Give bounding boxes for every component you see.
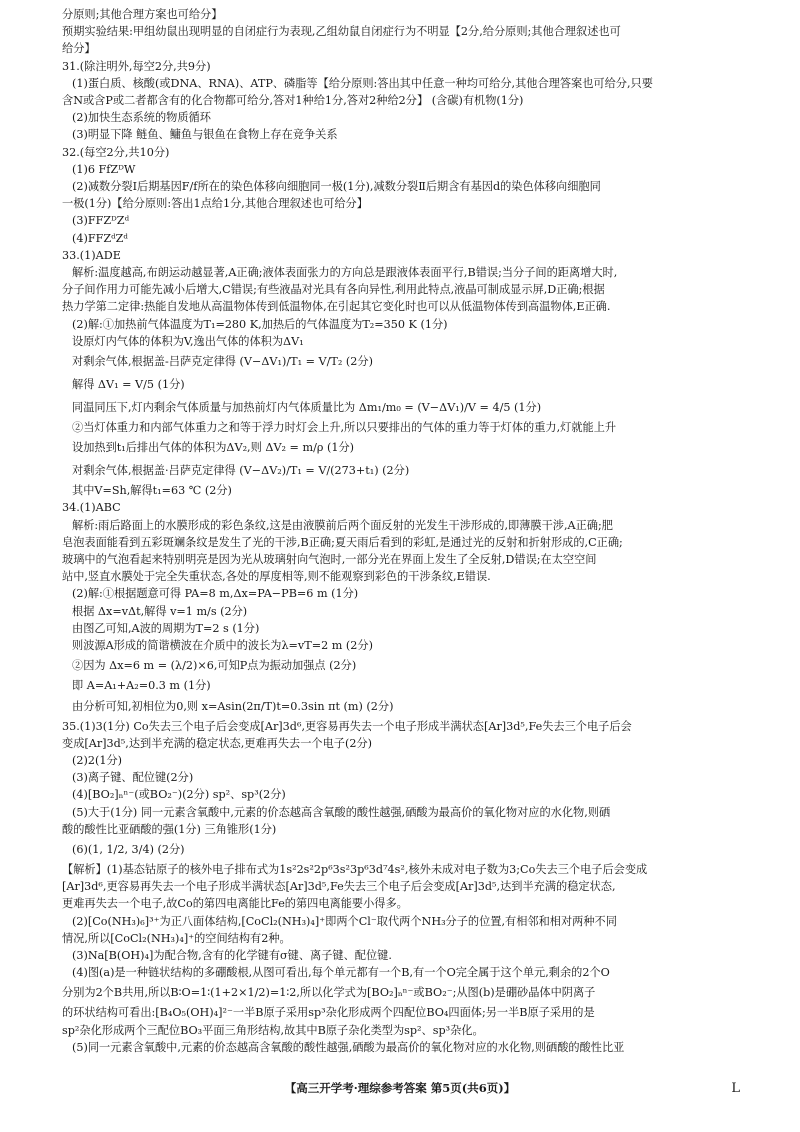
text-line: 同温同压下,灯内剩余气体质量与加热前灯内气体质量比为 Δm₁/m₀ = (V−ΔV₁)/V = 4/5 (1分) bbox=[72, 401, 542, 415]
text-line: ②因为 Δx=6 m = (λ/2)×6,可知P点为振动加强点 (2分) bbox=[72, 659, 357, 673]
text-line: 设加热到t₁后排出气体的体积为ΔV₂,则 ΔV₂ = m/ρ (1分) bbox=[72, 441, 355, 455]
text-line: 【解析】(1)基态钴原子的核外电子排布式为1s²2s²2p⁶3s²3p⁶3d⁷4s²,核外未成对电子数为3;Co失去三个电子后会变成 bbox=[62, 862, 648, 876]
text-line: (1)6 FfZᴰW bbox=[72, 162, 136, 176]
text-line: 35.(1)3(1分) Co失去三个电子后会变成[Ar]3d⁶,更容易再失去一个电子形成半满状态[Ar]3d⁵,Fe失去三个电子后会 bbox=[62, 719, 632, 733]
text-line: 解得 ΔV₁ = V/5 (1分) bbox=[72, 378, 185, 392]
text-line: 31.(除注明外,每空2分,共9分) bbox=[62, 59, 211, 73]
text-line: 设原灯内气体的体积为V,逸出气体的体积为ΔV₁ bbox=[72, 334, 304, 348]
text-line: (2)加快生态系统的物质循环 bbox=[72, 111, 211, 125]
text-line: 的环状结构可看出:[B₄O₅(OH)₄]²⁻一半B原子采用sp³杂化形成两个四配位BO₄四面体;另一半B原子采用的是 bbox=[62, 1006, 595, 1020]
text-line: 分别为2个B共用,所以B∶O=1∶(1+2×1/2)=1∶2,所以化学式为[BO₂]ₙⁿ⁻或BO₂⁻;从图(b)是硼砂晶体中阴离子 bbox=[62, 986, 596, 1000]
text-line: 对剩余气体,根据盖-吕萨克定律得 (V−ΔV₁)/T₁ = V/T₂ (2分) bbox=[72, 355, 373, 369]
text-line: 玻璃中的气泡看起来特别明亮是因为光从玻璃射向气泡时,一部分光在界面上发生了全反射,D错误;在太空空间 bbox=[62, 553, 597, 567]
text-line: 更难再失去一个电子,故Co的第四电离能比Fe的第四电离能要小得多。 bbox=[62, 897, 408, 911]
text-line: 预期实验结果:甲组幼鼠出现明显的自闭症行为表现,乙组幼鼠自闭症行为不明显【2分,给分原则;其他合理叙述也可 bbox=[62, 25, 621, 39]
page-code: L bbox=[731, 1081, 740, 1096]
text-line: ②当灯体重力和内部气体重力之和等于浮力时灯会上升,所以只要排出的气体的重力等于灯体的重力,灯就能上升 bbox=[72, 421, 617, 435]
text-line: 其中V=Sh,解得t₁=63 ℃ (2分) bbox=[72, 484, 232, 498]
text-line: 解析:雨后路面上的水膜形成的彩色条纹,这是由液膜前后两个面反射的光发生干涉形成的,即薄膜干涉,A正确;肥 bbox=[72, 518, 613, 532]
text-line: 情况,所以[CoCl₂(NH₃)₄]⁺的空间结构有2种。 bbox=[62, 931, 291, 945]
text-line: 32.(每空2分,共10分) bbox=[62, 145, 170, 159]
text-line: 分子间作用力可能先减小后增大,C错误;有些液晶对光具有各向异性,利用此特点,液晶可制成显示屏,D正确;根据 bbox=[62, 283, 605, 297]
text-line: (4)FFZᵈZᵈ bbox=[72, 231, 128, 245]
text-line: 由图乙可知,A波的周期为T=2 s (1分) bbox=[72, 621, 260, 635]
text-line: 站中,竖直水膜处于完全失重状态,各处的厚度相等,则不能观察到彩色的干涉条纹,E错误. bbox=[62, 570, 491, 584]
text-line: (4)图(a)是一种链状结构的多硼酸根,从图可看出,每个单元都有一个B,有一个O完全属于这个单元,剩余的2个O bbox=[72, 966, 610, 980]
text-line: (1)蛋白质、核酸(或DNA、RNA)、ATP、磷脂等【给分原则:答出其中任意一种均可给分,其他合理答案也可给分,只要 bbox=[72, 76, 653, 90]
text-line: (3)Na[B(OH)₄]为配合物,含有的化学键有σ键、离子键、配位键. bbox=[72, 948, 392, 962]
text-line: (6)(1, 1/2, 3/4) (2分) bbox=[72, 842, 185, 856]
text-line: 34.(1)ABC bbox=[62, 501, 121, 515]
text-line: (2)2(1分) bbox=[72, 753, 122, 767]
text-line: 热力学第二定律:热能自发地从高温物体传到低温物体,在引起其它变化时也可以从低温物体传到高温物体,E正确. bbox=[62, 300, 611, 314]
text-line: (5)大于(1分) 同一元素含氧酸中,元素的价态越高含氧酸的酸性越强,硒酸为最高价的氧化物对应的水化物,则硒 bbox=[72, 805, 611, 819]
text-line: (2)[Co(NH₃)₆]³⁺为正八面体结构,[CoCl₂(NH₃)₄]⁺即两个Cl⁻取代两个NH₃分子的位置,有相邻和相对两种不同 bbox=[72, 914, 617, 928]
text-line: 则波源A形成的简谐横波在介质中的波长为λ=vT=2 m (2分) bbox=[72, 639, 373, 653]
answer-content bbox=[62, 6, 742, 1056]
text-line: 变成[Ar]3d⁵,达到半充满的稳定状态,更难再失去一个电子(2分) bbox=[62, 736, 373, 750]
text-line: (2)减数分裂Ⅰ后期基因F/f所在的染色体移向细胞同一极(1分),减数分裂Ⅱ后期含有基因d的染色体移向细胞同 bbox=[72, 180, 601, 194]
text-line: 分原则;其他合理方案也可给分】 bbox=[62, 8, 223, 21]
text-line: (2)解:①加热前气体温度为T₁=280 K,加热后的气体温度为T₂=350 K (1分) bbox=[72, 317, 448, 331]
text-line: 对剩余气体,根据盖·吕萨克定律得 (V−ΔV₂)/T₁ = V/(273+t₁) (2分) bbox=[72, 464, 410, 478]
text-line: (5)同一元素含氧酸中,元素的价态越高含氧酸的酸性越强,硒酸为最高价的氧化物对应的水化物,则硒酸的酸性比亚 bbox=[72, 1040, 625, 1054]
text-line: 即 A=A₁+A₂=0.3 m (1分) bbox=[72, 679, 211, 693]
text-line: 皂泡表面能看到五彩斑斓条纹是发生了光的干涉,B正确;夏天雨后看到的彩虹,是通过光的反射和折射形成的,C正确; bbox=[62, 535, 623, 549]
text-line: 由分析可知,初相位为0,则 x=Asin(2π/T)t=0.3sin πt (m) (2分) bbox=[72, 699, 394, 713]
text-line: 含N或含P或二者都含有的化合物都可给分,答对1种给1分,答对2种给2分】 (含碳)有机物(1分) bbox=[62, 94, 524, 108]
text-line: sp²杂化形成两个三配位BO₃平面三角形结构,故其中B原子杂化类型为sp²、sp³杂化。 bbox=[62, 1023, 484, 1037]
text-line: [Ar]3d⁶,更容易再失去一个电子形成半满状态[Ar]3d⁵,Fe失去三个电子后会变成[Ar]3d⁵,达到半充满的稳定状态, bbox=[62, 880, 616, 894]
text-line: (3)FFZᴰZᵈ bbox=[72, 214, 130, 228]
text-line: 酸的酸性比亚硒酸的强(1分) 三角锥形(1分) bbox=[62, 822, 277, 836]
page-footer: 【高三开学考·理综参考答案 第5页(共6页)】 bbox=[284, 1081, 516, 1095]
text-line: 给分】 bbox=[62, 42, 96, 56]
text-line: (3)明显下降 鲢鱼、鳙鱼与银鱼在食物上存在竞争关系 bbox=[72, 128, 338, 142]
text-line: 一极(1分)【给分原则:答出1点给1分,其他合理叙述也可给分】 bbox=[62, 197, 368, 211]
text-line: 根据 Δx=vΔt,解得 v=1 m/s (2分) bbox=[72, 604, 248, 618]
text-line: (3)离子键、配位键(2分) bbox=[72, 771, 194, 785]
text-line: (2)解:①根据题意可得 PA=8 m,Δx=PA−PB=6 m (1分) bbox=[72, 587, 359, 601]
text-line: (4)[BO₂]ₙⁿ⁻(或BO₂⁻)(2分) sp²、sp³(2分) bbox=[72, 788, 286, 802]
text-line: 33.(1)ADE bbox=[62, 248, 121, 262]
text-line: 解析:温度越高,布朗运动越显著,A正确;液体表面张力的方向总是跟液体表面平行,B错误;当分子间的距离增大时, bbox=[72, 266, 618, 280]
